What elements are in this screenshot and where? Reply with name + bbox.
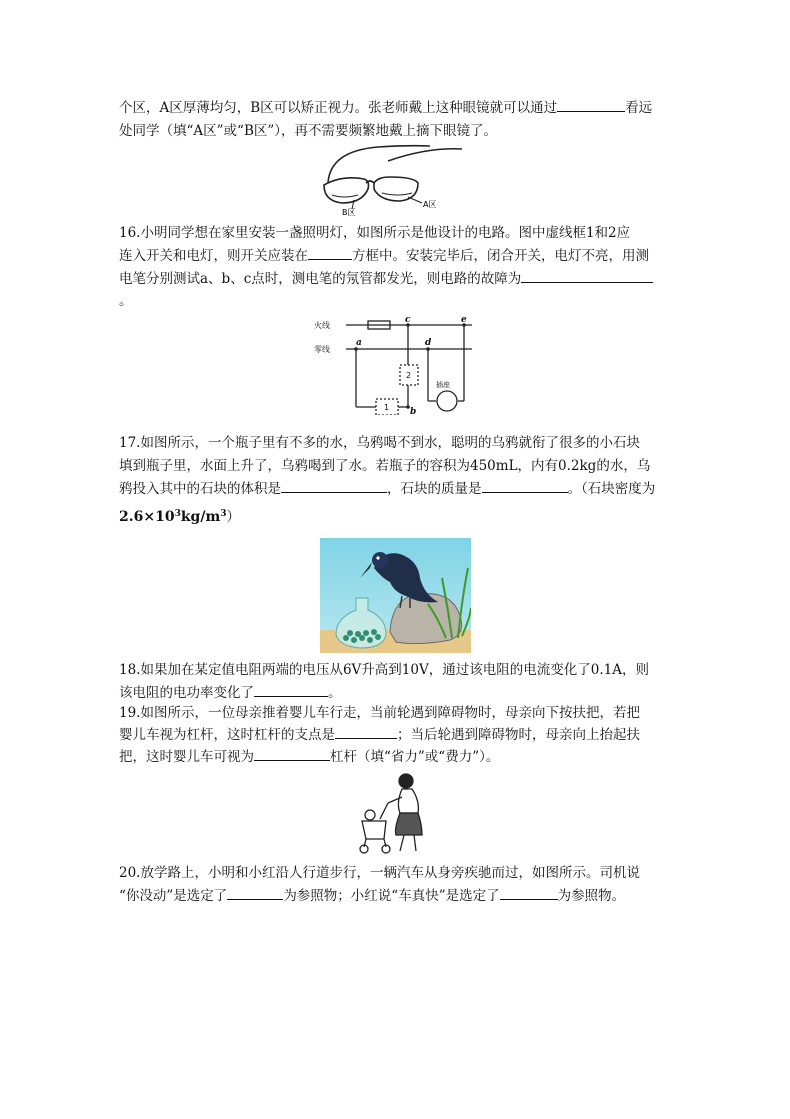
q19-line1: 19.如图所示，一位母亲推着婴儿车行走，当前轮遇到障碍物时，母亲向下按扶把，若把 [119,705,640,721]
point-d: d [425,338,432,348]
circuit-diagram [312,313,478,415]
q18-line2: 该电阻的电功率变化了 。 [119,682,675,705]
answer-blank [254,746,330,761]
answer-blank [308,245,352,260]
q17-line3: 鸦投入其中的石块的体积是 ，石块的质量是 。（石块密度为 [119,478,675,501]
point-c: c [405,315,411,325]
glasses-figure [318,143,470,217]
socket-label: 插座 [436,381,450,389]
q16-line3: 电笔分别测试a、b、c点时，测电笔的氖管都发光，则电路的故障为 [119,268,675,291]
answer-blank [227,885,283,900]
label-b-zone: B区 [342,208,356,217]
glasses-bridge [366,181,374,183]
q17-line2: 填到瓶子里，水面上升了，乌鸦喝到了水。若瓶子的容积为450mL，内有0.2kg的水，乌 [119,458,651,474]
mother-head [399,774,413,788]
mother-stroller-figure [356,769,436,857]
label-neutral-wire: 零线 [314,345,330,354]
socket [437,391,457,411]
q19-line2: 婴儿车视为杠杆，这时杠杆的支点是 ；当后轮遇到障碍物时，母亲向上抬起扶 [119,724,675,747]
q17-line4: $2.6\times 10^3kg/m^3$） [119,509,241,525]
box-1-label: 1 [384,403,390,412]
label-live-wire: 火线 [314,321,330,330]
answer-blank [482,478,568,493]
q16-line2: 连入开关和电灯，则开关应装在 方框中。安装完毕后，闭合开关，电灯不亮，用测 [119,245,675,268]
glasses-temple-left [328,146,430,183]
baby-head [365,810,375,820]
q20-line2: “你没动”是选定了 为参照物；小红说“车真快”是选定了 为参照物。 [119,885,675,908]
q16-line4: 。 [119,293,133,309]
q15-line1: 个区，A区厚薄均匀，B区可以矫正视力。张老师戴上这种眼镜就可以通过 看远 [119,97,675,120]
box-2-label: 2 [406,371,412,380]
point-a: a [356,338,362,348]
glasses-temple-right [388,149,462,161]
answer-blank [281,478,387,493]
stroller-handle [380,803,388,819]
mother-skirt [396,813,423,835]
label-a-zone: A区 [423,200,437,209]
q19-line3: 把，这时婴儿车可视为 杠杆（填“省力”或“费力”）。 [119,746,675,769]
q16-line1: 16.小明同学想在家里安装一盏照明灯，如图所示是他设计的电路。图中虚线框1和2应 [119,225,631,241]
q20-line1: 20.放学路上，小明和小红沿人行道步行，一辆汽车从身旁疾驰而过，如图所示。司机说 [119,865,640,881]
point-e: e [461,315,467,325]
q17-line1: 17.如图所示，一个瓶子里有不多的水，乌鸦喝不到水，聪明的乌鸦就衔了很多的小石块 [119,435,640,451]
density-value: $2.6\times 10^3kg/m^3$ [119,509,227,525]
q15-line2: 处同学（填“A区”或“B区”），再不需要频繁地戴上摘下眼镜了。 [119,123,498,139]
point-b: b [410,407,417,415]
mother-torso [398,789,418,813]
answer-blank [254,682,328,697]
answer-blank [500,885,558,900]
glasses-lens-right [374,177,418,201]
crow-bottle-illustration [320,538,471,653]
answer-blank [557,97,625,112]
answer-blank [335,724,397,739]
glasses-lens-left [324,178,369,203]
q18-line1: 18.如果加在某定值电阻两端的电压从6V升高到10V，通过该电阻的电流变化了0.1A，则 [119,662,649,678]
answer-blank [521,268,653,283]
stroller-body [362,821,386,839]
